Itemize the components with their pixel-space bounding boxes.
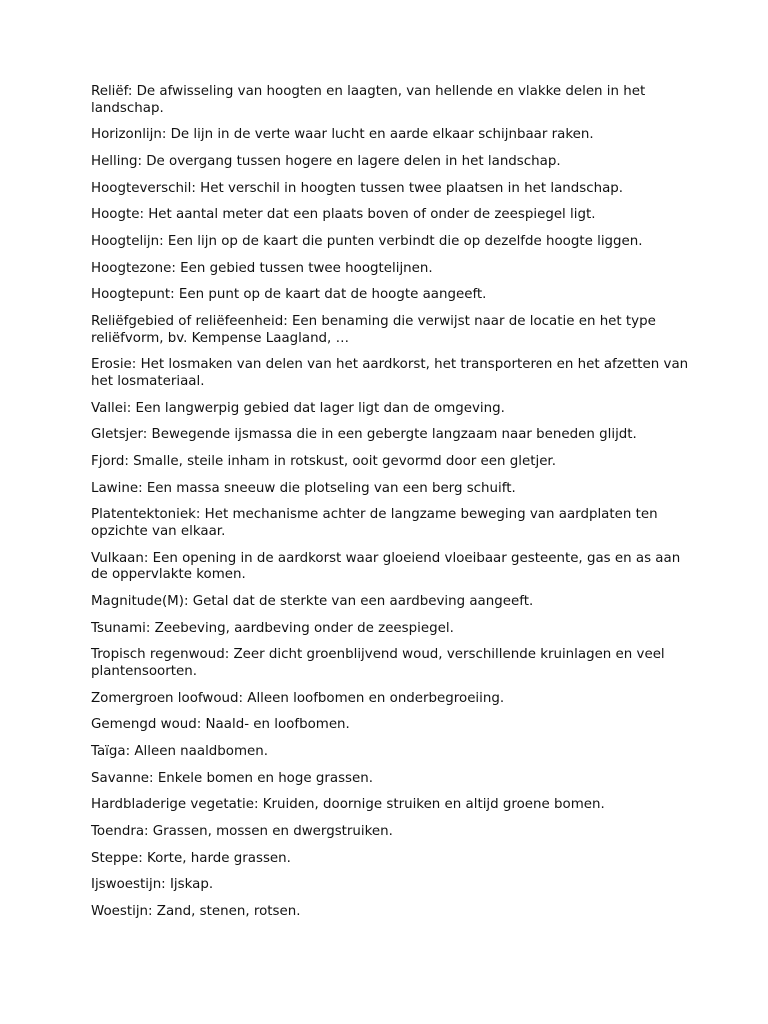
term-tropisch-regenwoud: Tropisch regenwoud: Zeer dicht groenblijvend woud, verschillende kruinlagen en veel plantensoorten.: [91, 647, 665, 679]
term-savanne: Savanne: Enkele bomen en hoge grassen.: [91, 770, 374, 786]
term-steppe: Steppe: Korte, harde grassen.: [91, 850, 291, 866]
term-horizonlijn: Horizonlijn: De lijn in de verte waar lucht en aarde elkaar schijnbaar raken.: [91, 127, 594, 143]
term-hoogteverschil: Hoogteverschil: Het verschil in hoogten tussen twee plaatsen in het landschap.: [91, 180, 624, 196]
term-fjord: Fjord: Smalle, steile inham in rotskust, ooit gevormd door een gletjer.: [91, 454, 556, 470]
document-page: [91, 84, 691, 931]
term-hardbladerige-vegetatie: Hardbladerige vegetatie: Kruiden, doornige struiken en altijd groene bomen.: [91, 797, 605, 813]
term-hoogte: Hoogte: Het aantal meter dat een plaats boven of onder de zeespiegel ligt.: [91, 207, 596, 223]
term-magnitude: Magnitude(M): Getal dat de sterkte van een aardbeving aangeeft.: [91, 593, 534, 609]
term-relief: Reliëf: De afwisseling van hoogten en laagten, van hellende en vlakke delen in het landschap.: [91, 84, 646, 116]
term-hoogtepunt: Hoogtepunt: Een punt op de kaart dat de hoogte aangeeft.: [91, 287, 487, 303]
term-gemengd-woud: Gemengd woud: Naald- en loofbomen.: [91, 717, 350, 733]
term-taiga: Taïga: Alleen naaldbomen.: [91, 744, 269, 759]
term-erosie: Erosie: Het losmaken van delen van het aardkorst, het transporteren en het afzetten van het losmateriaal.: [91, 357, 689, 389]
term-woestijn: Woestijn: Zand, stenen, rotsen.: [91, 904, 301, 920]
term-gletsjer: Gletsjer: Bewegende ijsmassa die in een gebergte langzaam naar beneden glijdt.: [91, 427, 637, 443]
term-ijswoestijn: Ijswoestijn: Ijskap.: [91, 877, 214, 893]
term-toendra: Toendra: Grassen, mossen en dwergstruiken.: [91, 824, 393, 840]
term-hoogtelijn: Hoogtelijn: Een lijn op de kaart die punten verbindt die op dezelfde hoogte liggen.: [91, 234, 643, 250]
term-platentektoniek: Platentektoniek: Het mechanisme achter de langzame beweging van aardplaten ten opzichte van elkaar.: [91, 507, 658, 539]
term-zomergroen-loofwoud: Zomergroen loofwoud: Alleen loofbomen en onderbegroeiing.: [91, 690, 505, 706]
term-vulkaan: Vulkaan: Een opening in de aardkorst waar gloeiend vloeibaar gesteente, gas en as aan de oppervlakte komen.: [91, 550, 681, 583]
term-lawine: Lawine: Een massa sneeuw die plotseling van een berg schuift.: [91, 480, 516, 496]
term-vallei: Vallei: Een langwerpig gebied dat lager ligt dan de omgeving.: [91, 400, 505, 416]
term-tsunami: Tsunami: Zeebeving, aardbeving onder de zeespiegel.: [91, 620, 454, 636]
term-reliefgebied: Reliëfgebied of reliëfeenheid: Een benaming die verwijst naar de locatie en het type reliëfvorm, bv. Kempense Laagland, …: [91, 314, 656, 346]
term-helling: Helling: De overgang tussen hogere en lagere delen in het landschap.: [91, 153, 561, 169]
term-hoogtezone: Hoogtezone: Een gebied tussen twee hoogtelijnen.: [91, 260, 433, 276]
